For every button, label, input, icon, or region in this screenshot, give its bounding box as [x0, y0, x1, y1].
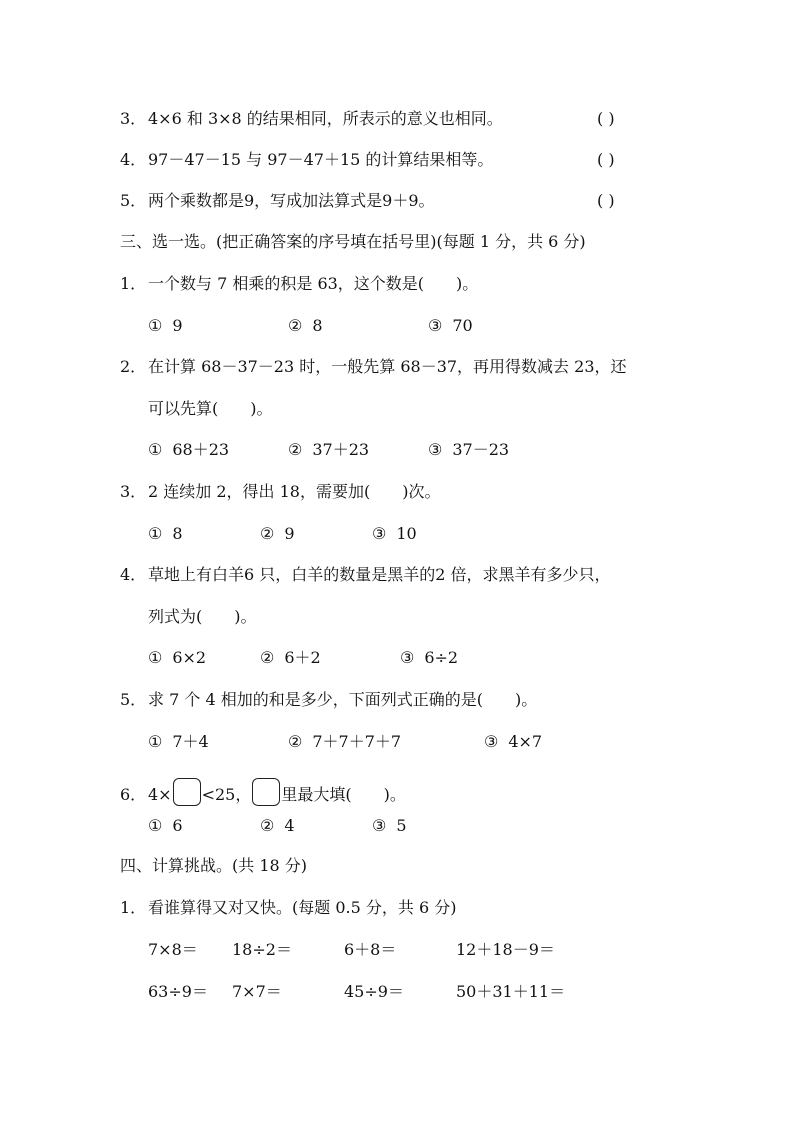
section-3-title: 三、选一选。(把正确答案的序号填在括号里)(每题 1 分，共 6 分) — [120, 232, 586, 251]
question-text: 2 连续加 2，得出 18，需要加( — [148, 482, 371, 501]
question-text-end: )。 — [514, 690, 538, 709]
question-text-end: )。 — [234, 607, 257, 626]
question-text: 草地上有白羊6 只，白羊的数量是黑羊的2 倍，求黑羊有多少只， — [148, 565, 611, 584]
calc-problem[interactable]: 50＋31＋11＝ — [456, 982, 566, 1001]
option-marker: ③ — [428, 316, 443, 335]
question-text-end: )。 — [456, 274, 479, 293]
option-marker: ③ — [428, 440, 443, 459]
option-2[interactable] — [288, 315, 323, 337]
item-text: 两个乘数都是9，写成加法算式是9＋9。 — [148, 191, 435, 210]
item-text: 4×6 和 3×8 的结果相同，所表示的意义也相同。 — [148, 109, 503, 128]
answer-paren[interactable]: ( ) — [597, 150, 615, 169]
option-marker: ③ — [372, 524, 387, 543]
option-marker: ② — [260, 524, 275, 543]
option-value: 37＋23 — [312, 440, 370, 459]
question-5 — [120, 689, 537, 711]
option-value: 7＋7＋7＋7 — [312, 732, 402, 751]
question-text: 在计算 68－37－23 时，一般先算 68－37，再用得数减去 23，还 — [148, 357, 627, 376]
option-value: 6＋2 — [284, 648, 321, 667]
option-marker: ② — [288, 440, 303, 459]
item-number: 5． — [120, 690, 147, 709]
calc-problem[interactable]: 6＋8＝ — [344, 940, 397, 959]
option-3[interactable] — [372, 815, 407, 837]
option-2[interactable] — [260, 523, 295, 545]
question-text: 里最大填( — [281, 785, 352, 804]
option-value: 7＋4 — [172, 732, 209, 751]
judge-item-5 — [120, 190, 435, 212]
option-value: 8 — [172, 524, 183, 543]
option-value: 5 — [396, 816, 407, 835]
calc-problem[interactable]: 18÷2＝ — [232, 940, 292, 959]
item-number: 1． — [120, 274, 147, 293]
option-2[interactable] — [288, 731, 401, 753]
option-marker: ② — [288, 732, 303, 751]
option-marker: ③ — [484, 732, 499, 751]
option-value: 70 — [452, 316, 473, 335]
option-3[interactable] — [484, 731, 542, 753]
option-value: 10 — [396, 524, 417, 543]
item-number: 2． — [120, 357, 147, 376]
section-4-title: 四、计算挑战。(共 18 分) — [120, 856, 308, 875]
option-value: 68＋23 — [172, 440, 230, 459]
option-value: 8 — [312, 316, 323, 335]
option-1[interactable] — [148, 315, 183, 337]
option-3[interactable] — [428, 439, 509, 461]
option-marker: ③ — [372, 816, 387, 835]
item-text: 97－47－15 与 97－47＋15 的计算结果相等。 — [148, 150, 494, 169]
question-text-end: )次。 — [402, 482, 441, 501]
calc-problem[interactable]: 7×8＝ — [148, 940, 198, 959]
question-text: 可以先算( — [148, 399, 219, 418]
blank-box[interactable] — [252, 778, 280, 806]
item-number: 5． — [120, 191, 147, 210]
option-marker: ① — [148, 524, 163, 543]
question-text: 看谁算得又对又快。(每题 0.5 分，共 6 分) — [148, 898, 457, 917]
option-1[interactable] — [148, 523, 183, 545]
item-number: 6． — [120, 785, 147, 804]
option-3[interactable] — [428, 315, 473, 337]
item-number: 1． — [120, 898, 147, 917]
question-text: 求 7 个 4 相加的和是多少，下面列式正确的是( — [148, 690, 483, 709]
option-marker: ① — [148, 816, 163, 835]
option-value: 4 — [284, 816, 295, 835]
option-3[interactable] — [372, 523, 417, 545]
calc-problem[interactable]: 12＋18－9＝ — [456, 940, 555, 959]
option-value: 6 — [172, 816, 183, 835]
question-text: <25， — [201, 785, 252, 804]
question-text: 4× — [148, 785, 172, 804]
option-marker: ② — [260, 816, 275, 835]
question-text-end: )。 — [383, 785, 406, 804]
question-3 — [120, 481, 440, 503]
item-number: 4． — [120, 150, 147, 169]
question-text-end: )。 — [250, 399, 273, 418]
blank-box[interactable] — [173, 778, 201, 806]
option-3[interactable] — [400, 647, 458, 669]
question-2 — [120, 356, 627, 378]
option-value: 9 — [284, 524, 295, 543]
option-marker: ③ — [400, 648, 415, 667]
option-2[interactable] — [288, 439, 369, 461]
answer-paren[interactable]: ( ) — [597, 109, 615, 128]
calc-question-1 — [120, 897, 456, 919]
judge-item-4 — [120, 149, 493, 171]
option-marker: ① — [148, 316, 163, 335]
option-marker: ① — [148, 732, 163, 751]
calc-problem[interactable]: 63÷9＝ — [148, 982, 208, 1001]
item-number: 3． — [120, 482, 147, 501]
question-1 — [120, 273, 478, 295]
question-6 — [120, 778, 406, 806]
option-value: 6×2 — [172, 648, 207, 667]
option-value: 9 — [172, 316, 183, 335]
option-value: 37－23 — [452, 440, 510, 459]
question-2-cont — [148, 398, 273, 420]
option-1[interactable] — [148, 439, 229, 461]
question-text: 列式为( — [148, 607, 203, 626]
question-text: 一个数与 7 相乘的积是 63，这个数是( — [148, 274, 425, 293]
option-1[interactable] — [148, 815, 183, 837]
option-2[interactable] — [260, 647, 321, 669]
option-value: 4×7 — [508, 732, 543, 751]
option-value: 6÷2 — [424, 648, 459, 667]
question-4 — [120, 564, 611, 586]
option-marker: ① — [148, 648, 163, 667]
option-marker: ② — [260, 648, 275, 667]
option-1[interactable] — [148, 731, 209, 753]
calc-problem[interactable]: 7×7＝ — [232, 982, 282, 1001]
option-marker: ① — [148, 440, 163, 459]
question-4-cont — [148, 606, 257, 628]
item-number: 4． — [120, 565, 147, 584]
option-marker: ② — [288, 316, 303, 335]
calc-problem[interactable]: 45÷9＝ — [344, 982, 404, 1001]
answer-paren[interactable]: ( ) — [597, 191, 615, 210]
option-2[interactable] — [260, 815, 295, 837]
option-1[interactable] — [148, 647, 206, 669]
item-number: 3． — [120, 109, 147, 128]
judge-item-3 — [120, 108, 503, 130]
